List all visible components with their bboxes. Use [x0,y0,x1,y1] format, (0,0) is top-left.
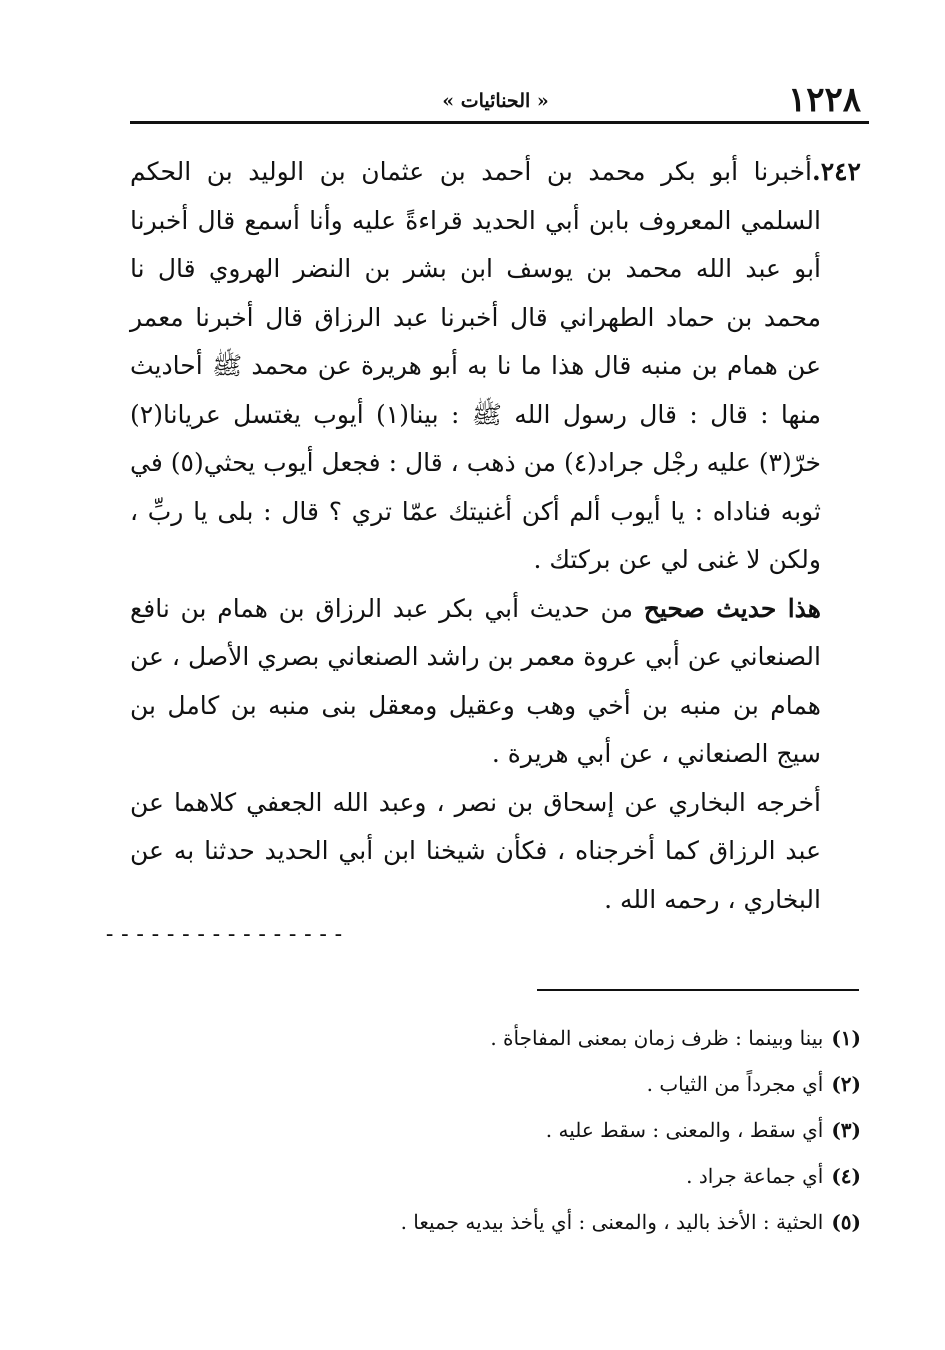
footnote [130,1061,861,1107]
footnote-number: (٢) [831,1072,861,1096]
commentary-text: من حديث أبي بكر عبد الرزاق بن همام بن نافع الصنعاني عن أبي عروة معمر بن راشد الصنعاني بصري الأصل ، عن همام بن منبه بن أخي وهب وعقيل ومعقل بنى منبه بن كامل بن سيج الصنعاني ، عن أبي هريرة . [130,593,821,768]
footnote-number: (٤) [831,1164,861,1188]
footnote-text: أي سقط ، والمعنى : سقط عليه . [545,1118,824,1142]
commentary-paragraph [130,585,861,779]
main-text [130,148,861,924]
footnote-number: (٣) [831,1118,861,1142]
footnote [130,1107,861,1153]
footnote [130,1153,861,1199]
running-head [130,78,861,122]
page-number: ١٢٢٨ [787,80,861,120]
header-rule [130,121,869,124]
footnote-rule [537,989,859,991]
section-separator: ---------------- [103,922,347,947]
footnote-text: بينا وبينما : ظرف زمان بمعنى المفاجأة . [490,1026,824,1050]
commentary-lead: هذا حديث صحيح [643,593,821,623]
footnote [130,1015,861,1061]
footnote-text: أي جماعة جراد . [686,1164,824,1188]
footnote-text: أي مجرداً من الثياب . [646,1072,824,1096]
hadith-number: ٢٤٢. [811,157,861,186]
hadith-text: أخبرنا أبو بكر محمد بن أحمد بن عثمان بن الوليد بن الحكم السلمي المعروف بابن أبي الحديد قراءةً عليه وأنا أسمع قال أخبرنا أبو عبد الله محمد بن يوسف ابن بشر بن النضر الهروي قال نا محمد بن حماد الطهراني قال أخبرنا عبد الرزاق قال أخبرنا معمر عن همام بن منبه قال هذا ما نا به أبو هريرة عن محمد ﷺ أحاديث منها : قال : قال رسول الله ﷺ : بينا(١) أيوب يغتسل عريانا(٢) خرّ(٣) عليه رجْل جراد(٤) من ذهب ، قال : فجعل أيوب يحثي(٥) في ثوبه فناداه : يا أيوب ألم أكن أغنيتك عمّا تري ؟ قال : بلى يا ربِّ ، ولكن لا غنى لي عن بركتك . [130,157,821,574]
footnote [130,1199,861,1245]
running-title: « الحنائيات » [442,90,549,112]
footnote-number: (١) [831,1026,861,1050]
footnotes [130,1015,861,1245]
footnote-number: (٥) [831,1210,861,1234]
takhrij-paragraph: أخرجه البخاري عن إسحاق بن نصر ، وعبد الله الجعفي كلاهما عن عبد الرزاق كما أخرجناه ، فكأن شيخنا ابن أبي الحديد حدثنا به عن البخاري ، رحمه الله . [130,787,821,914]
footnote-text: الحثية : الأخذ باليد ، والمعنى : أي يأخذ بيديه جميعا . [400,1210,824,1234]
hadith-paragraph [130,148,861,585]
